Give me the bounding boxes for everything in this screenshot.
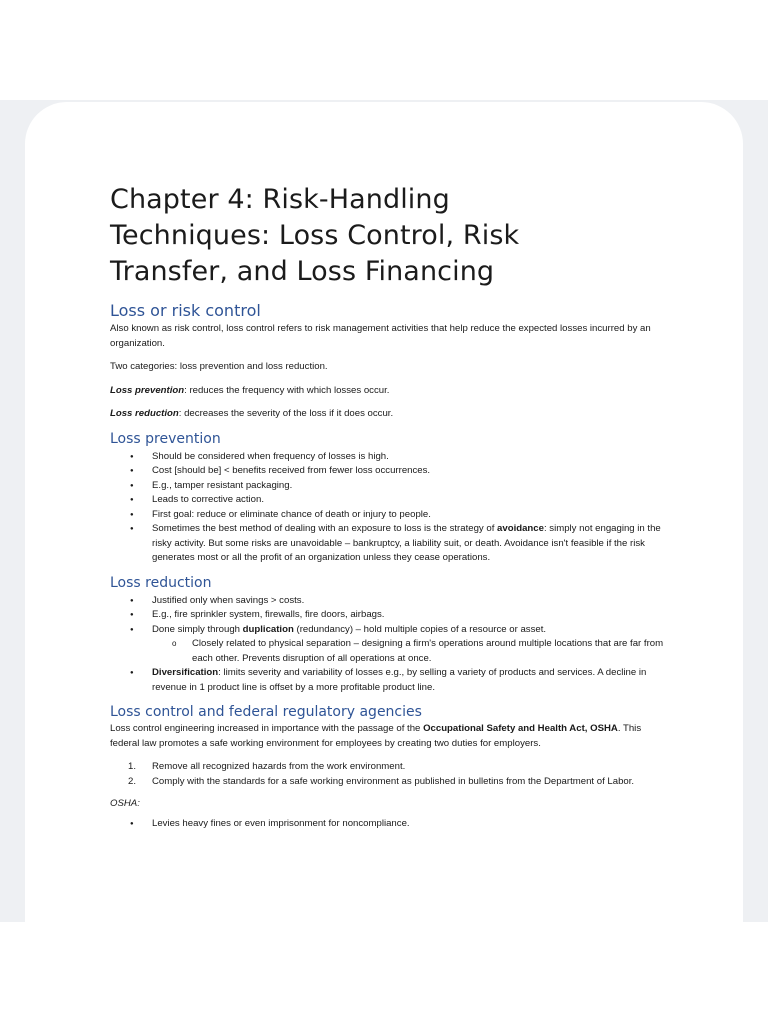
chapter-title-line: Techniques: Loss Control, Risk bbox=[110, 220, 520, 251]
osha-label: OSHA: bbox=[110, 798, 140, 809]
list-item: ● Should be considered when frequency of losses is high. bbox=[152, 450, 670, 465]
loss-prevention-def-text: : reduces the frequency with which losses occur. bbox=[184, 384, 390, 396]
list-item-separation: o Closely related to physical separation – designing a firm's operations around multiple locations that are far from each other. Prevents disruption of all operations at once. bbox=[192, 637, 670, 666]
heading-federal-regulatory: Loss control and federal regulatory agencies bbox=[110, 704, 422, 720]
duty-text: Comply with the standards for a safe working environment as published in bulletins from the Department of Labor. bbox=[152, 775, 635, 787]
document-page bbox=[25, 102, 743, 922]
diversification-term: Diversification bbox=[152, 667, 219, 678]
chapter-title bbox=[110, 182, 670, 290]
diversification-post-text: : limits severity and variability of losses e.g., by selling a variety of products and services. A decline in revenue in 1 product line is offset by a more profitable product line. bbox=[152, 667, 647, 693]
chapter-title-line: Chapter 4: Risk-Handling bbox=[110, 184, 450, 215]
list-item bbox=[128, 775, 670, 790]
loss-reduction-definition bbox=[110, 407, 670, 422]
chapter-title-line: Transfer, and Loss Financing bbox=[110, 256, 495, 287]
duplication-term: duplication bbox=[242, 623, 294, 635]
list-item: ● Levies heavy fines or even imprisonment for noncompliance. bbox=[152, 817, 670, 832]
loss-reduction-term: Loss reduction bbox=[110, 408, 179, 419]
loss-control-intro: Also known as risk control, loss control refers to risk management activities that help reduce the expected losses incurred by an organization. bbox=[110, 323, 651, 349]
osha-list bbox=[110, 817, 670, 832]
loss-reduction-def-text: : decreases the severity of the loss if it does occur. bbox=[178, 408, 394, 419]
federal-intro-pre: Loss control engineering increased in importance with the passage of the bbox=[110, 723, 424, 734]
avoidance-term: avoidance bbox=[497, 523, 544, 534]
loss-prevention-definition bbox=[110, 384, 670, 399]
list-item-diversification bbox=[152, 666, 670, 695]
list-item: ● Leads to corrective action. bbox=[152, 493, 670, 508]
heading-loss-reduction: Loss reduction bbox=[110, 574, 212, 591]
list-item: ● E.g., tamper resistant packaging. bbox=[152, 479, 670, 494]
loss-prevention-list bbox=[110, 450, 670, 566]
heading-loss-or-risk-control: Loss or risk control bbox=[110, 301, 261, 320]
list-item bbox=[128, 760, 670, 775]
avoidance-post-text: : simply not engaging in the risky activity. But some risks are unavoidable – bankruptcy, a liability suit, or death. Avoidance isn't feasible if the risk generates most or all the profit of an organization unless they cease operations. bbox=[152, 523, 661, 563]
duty-text: Remove all recognized hazards from the work environment. bbox=[152, 761, 406, 772]
osha-act-term: Occupational Safety and Health Act, OSHA bbox=[423, 723, 618, 734]
page-content bbox=[110, 182, 670, 831]
duplication-pre-text: Done simply through bbox=[152, 623, 243, 635]
list-item-duplication bbox=[152, 623, 670, 667]
list-number: 1. bbox=[128, 761, 137, 772]
list-item: ● Cost [should be] < benefits received from fewer loss occurrences. bbox=[152, 464, 670, 479]
list-number: 2. bbox=[128, 775, 137, 787]
avoidance-pre-text: Sometimes the best method of dealing with an exposure to loss is the strategy of bbox=[152, 523, 498, 534]
federal-intro-post: . This federal law promotes a safe working environment for employees by creating two duties for employers. bbox=[110, 723, 642, 749]
list-item-avoidance bbox=[152, 522, 670, 566]
loss-prevention-term: Loss prevention bbox=[110, 384, 185, 396]
duplication-sublist bbox=[152, 637, 670, 666]
list-item: ● First goal: reduce or eliminate chance of death or injury to people. bbox=[152, 508, 670, 523]
employer-duties-list bbox=[110, 760, 670, 789]
loss-reduction-list bbox=[110, 594, 670, 696]
duplication-post-text: (redundancy) – hold multiple copies of a resource or asset. bbox=[293, 623, 547, 635]
heading-loss-prevention: Loss prevention bbox=[110, 430, 221, 447]
loss-control-categories: Two categories: loss prevention and loss reduction. bbox=[110, 361, 328, 372]
federal-intro bbox=[110, 722, 670, 751]
list-item: ● E.g., fire sprinkler system, firewalls, fire doors, airbags. bbox=[152, 608, 670, 623]
list-item: ● Justified only when savings > costs. bbox=[152, 594, 670, 609]
